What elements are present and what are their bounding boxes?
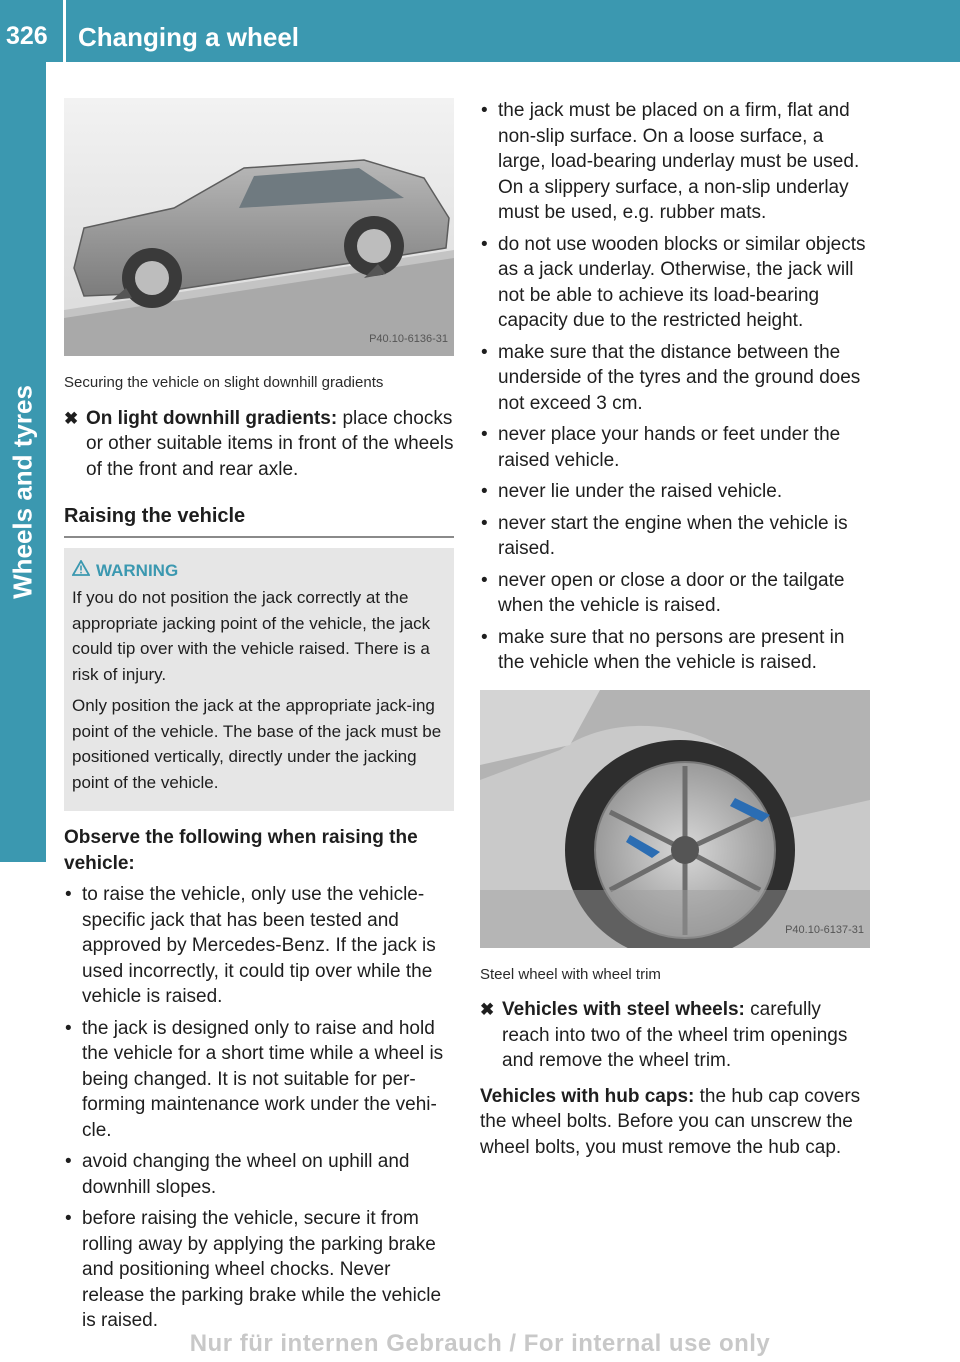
list-item: • make sure that the distance between the underside of the tyres and the ground does not exceed 3 cm. <box>481 341 861 414</box>
bullet-list <box>64 882 454 1334</box>
list-item: • never start the engine when the vehicle is raised. <box>481 512 848 559</box>
page-number: 326 <box>6 22 48 50</box>
warning-box <box>64 548 454 812</box>
car-on-slope-illustration <box>64 98 454 356</box>
left-column <box>64 98 454 1340</box>
warning-paragraph: Only position the jack at the appropriate jack-ing point of the vehicle. The base of the jack must be positioned vertically, directly under the jacking point of the vehicle. <box>72 696 442 792</box>
instruction-step <box>480 997 870 1074</box>
observe-heading: Observe the following when raising the vehicle: <box>64 827 418 874</box>
warning-paragraph: If you do not position the jack correctly at the appropriate jacking point of the vehicle, the jack could tip over with the vehicle raised. There is a risk of injury. <box>72 588 431 684</box>
list-item: • never place your hands or feet under the raised vehicle. <box>481 424 841 471</box>
step-text: carefully reach into two of the wheel trim openings and remove the wheel trim. <box>502 999 848 1071</box>
figure-wheel-trim <box>480 690 870 948</box>
right-column <box>480 98 870 1160</box>
hubcap-label: Vehicles with hub caps: <box>480 1085 695 1107</box>
list-item: • never lie under the raised vehicle. <box>481 481 783 502</box>
warning-header <box>72 558 446 584</box>
list-item: • before raising the vehicle, secure it from rolling away by applying the parking brake and positioning wheel chocks. Never release the parking brake while the vehicle is raised. <box>65 1208 442 1331</box>
step-label: On light downhill gradients: <box>86 407 338 429</box>
figure-code: P40.10-6137-31 <box>785 924 864 936</box>
warning-triangle-icon <box>72 558 90 584</box>
step-text: place chocks or other suitable items in front of the wheels of the front and rear axle. <box>86 407 454 480</box>
section-heading: Raising the vehicle <box>64 504 454 538</box>
bullet-list <box>480 98 870 676</box>
header-divider <box>63 0 66 62</box>
wheel-trim-illustration <box>480 690 870 948</box>
instruction-step <box>64 406 454 483</box>
step-arrow-icon: ✖ <box>64 408 79 428</box>
footer-watermark: Nur für internen Gebrauch / For internal use only <box>189 1330 771 1357</box>
list-item: • never open or close a door or the tailgate when the vehicle is raised. <box>481 569 845 616</box>
hubcap-paragraph <box>480 1084 870 1161</box>
figure-code: P40.10-6136-31 <box>369 332 448 345</box>
list-item: • the jack is designed only to raise and hold the vehicle for a short time while a wheel is being changed. It is not suitable for per-forming maintenance work under the vehi-cle. <box>65 1017 444 1141</box>
page-title: Changing a wheel <box>78 22 300 52</box>
list-item: • make sure that no persons are present in the vehicle when the vehicle is raised. <box>481 626 845 673</box>
list-item: • to raise the vehicle, only use the vehicle-specific jack that has been tested and approved by Mercedes-Benz. If the jack is used incorrectly, it could tip over while the vehicle is raised. <box>65 884 436 1007</box>
step-label: Vehicles with steel wheels: <box>502 999 745 1020</box>
hubcap-text: the hub cap covers the wheel bolts. Before you can unscrew the wheel bolts, you must remove the hub cap. <box>480 1085 861 1158</box>
warning-title: WARNING <box>96 560 179 580</box>
header-bar <box>0 0 960 62</box>
side-tab-label: Wheels and tyres <box>7 385 38 599</box>
figure-car-downhill <box>64 98 454 356</box>
list-item: • avoid changing the wheel on uphill and downhill slopes. <box>65 1151 410 1198</box>
list-item: • the jack must be placed on a firm, flat and non-slip surface. On a loose surface, a large, load-bearing underlay must be used. On a slippery surface, a non-slip underlay must be used, e.g. rubber mats. <box>481 100 860 223</box>
figure-caption: Steel wheel with wheel trim <box>480 965 661 983</box>
step-arrow-icon: ✖ <box>480 1000 495 1019</box>
side-tab <box>0 62 46 862</box>
list-item: • do not use wooden blocks or similar objects as a jack underlay. Otherwise, the jack will not be able to achieve its load-bearing capacity due to the restricted height. <box>481 233 866 331</box>
figure-caption: Securing the vehicle on slight downhill gradients <box>64 374 384 391</box>
